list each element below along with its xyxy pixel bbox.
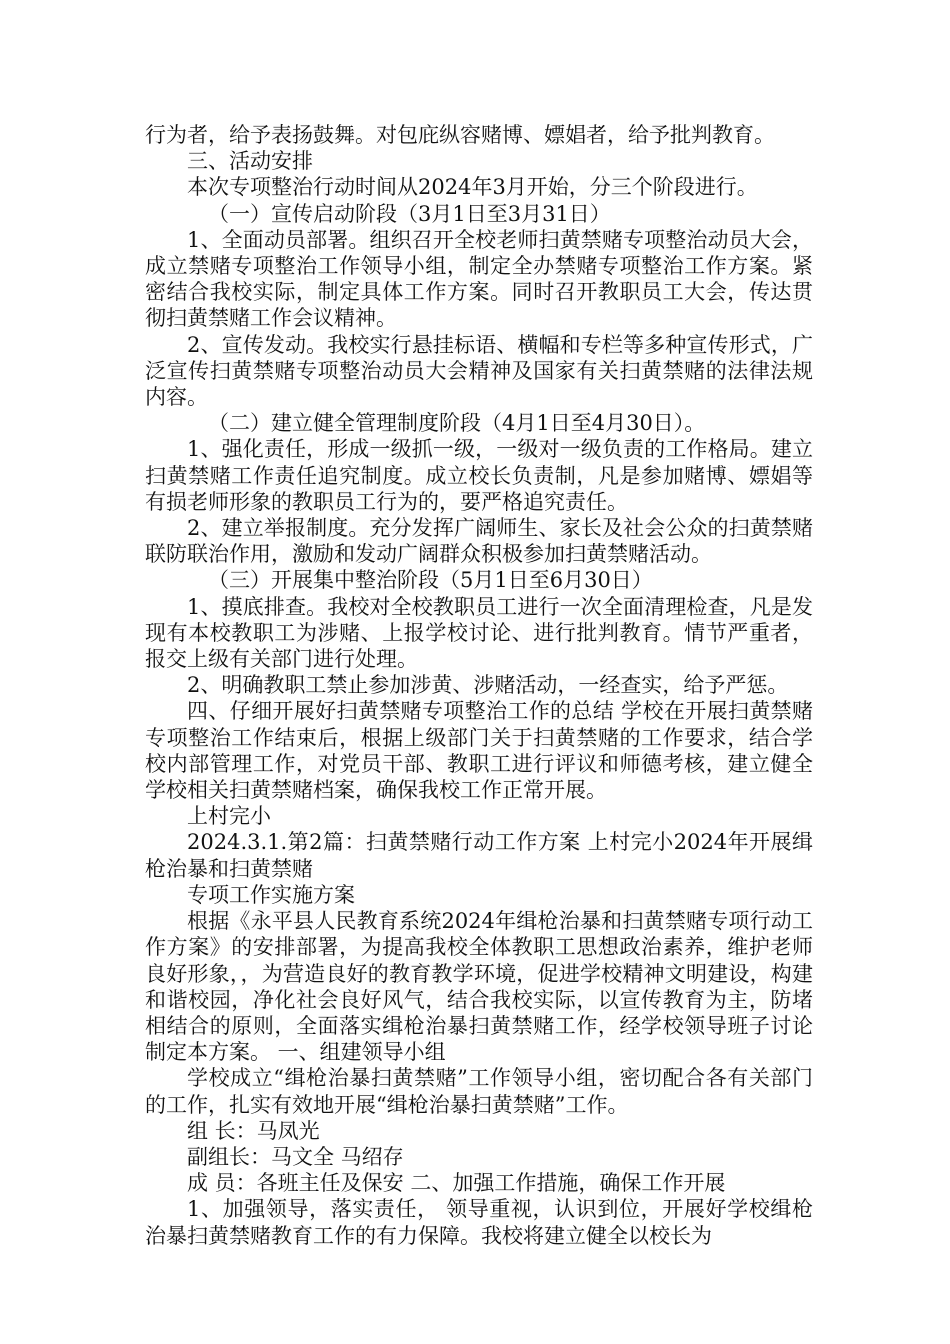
- paragraph-summary: 四、仔细开展好扫黄禁赌专项整治工作的总结 学校在开展扫黄禁赌专项整治工作结束后，根据上级部门关于扫黄禁赌的工作要求，结合学校内部管理工作，对党员干部、教职工进行评议和师德考核，建立健全学校相关扫黄禁赌档案，确保我校工作正常开展。: [145, 699, 813, 803]
- document-page: [145, 122, 813, 1249]
- paragraph-responsibility: 1、强化责任，形成一级抓一级，一级对一级负责的工作格局。建立扫黄禁赌工作责任追究制度。成立校长负责制，凡是参加赌博、嫖娼等有损老师形象的教职员工行为的，要严格追究责任。: [145, 437, 813, 514]
- paragraph-schedule-overview: 本次专项整治行动时间从2024年3月开始，分三个阶段进行。: [187, 175, 758, 200]
- paragraph-strengthen-leadership: 1、加强领导，落实责任， 领导重视，认识到位，开展好学校缉枪治暴扫黄禁赌教育工作的有力保障。我校将建立健全以校长为: [145, 1197, 813, 1248]
- paragraph-mobilization: 1、全面动员部署。组织召开全校老师扫黄禁赌专项整治动员大会，成立禁赌专项整治工作领导小组，制定全办禁赌专项整治工作方案。紧密结合我校实际，制定具体工作方案。同时召开教职员工大会，传达贯彻扫黄禁赌工作会议精神。: [145, 227, 813, 331]
- paragraph-praise-criticism: 行为者，给予表扬鼓舞。对包庇纵容赌博、嫖娼者，给予批判教育。: [145, 123, 775, 147]
- paragraph-publicity: 2、宣传发动。我校实行悬挂标语、横幅和专栏等多种宣传形式，广泛宣传扫黄禁赌专项整治动员大会精神及国家有关扫黄禁赌的法律法规内容。: [145, 332, 813, 410]
- heading-phase-two: （二）建立健全管理制度阶段（4月1日至4月30日）。: [208, 411, 706, 436]
- paragraph-second-article-title: 2024.3.1.第2篇：扫黄禁赌行动工作方案 上村完小2024年开展缉枪治暴和扫黄禁赌: [145, 830, 813, 881]
- heading-phase-three: （三）开展集中整治阶段（5月1日至6月30日）: [208, 568, 653, 593]
- paragraph-reporting-system: 2、建立举报制度。充分发挥广阔师生、家长及社会公众的扫黄禁赌联防联治作用，激励和发动广阔群众积极参加扫黄禁赌活动。: [145, 516, 813, 567]
- paragraph-group-leader: 组 长：马凤光: [187, 1118, 320, 1143]
- signature-school: 上村完小: [187, 804, 271, 829]
- heading-activity-arrangement: 三、活动安排: [187, 149, 313, 174]
- heading-phase-one: （一）宣传启动阶段（3月1日至3月31日）: [208, 201, 611, 226]
- paragraph-deputy-leaders: 副组长：马文全 马绍存: [187, 1144, 404, 1169]
- paragraph-plan-title: 专项工作实施方案: [187, 882, 355, 907]
- paragraph-investigation: 1、摸底排查。我校对全校教职员工进行一次全面清理检查，凡是发现有本校教职工为涉赌、上报学校讨论、进行批判教育。情节严重者，报交上级有关部门进行处理。: [145, 594, 813, 672]
- paragraph-leadership-group: 学校成立“缉枪治暴扫黄禁赌”工作领导小组，密切配合各有关部门的工作，扎实有效地开展“缉枪治暴扫黄禁赌”工作。: [145, 1066, 813, 1117]
- paragraph-members: 成 员：各班主任及保安 二、加强工作措施，确保工作开展: [187, 1171, 726, 1196]
- paragraph-plan-basis: 根据《永平县人民教育系统2024年缉枪治暴和扫黄禁赌专项行动工作方案》的安排部署，为提高我校全体教职工思想政治素养，维护老师良好形象，，为营造良好的教育教学环境，促进学校精神文明建设，构建和谐校园，净化社会良好风气，结合我校实际，以宣传教育为主，防堵相结合的原则，全面落实缉枪治暴扫黄禁赌工作，经学校领导班子讨论制定本方案。 一、组建领导小组: [145, 909, 813, 1065]
- paragraph-prohibition: 2、明确教职工禁止参加涉黄、涉赌活动，一经查实，给予严惩。: [187, 673, 789, 698]
